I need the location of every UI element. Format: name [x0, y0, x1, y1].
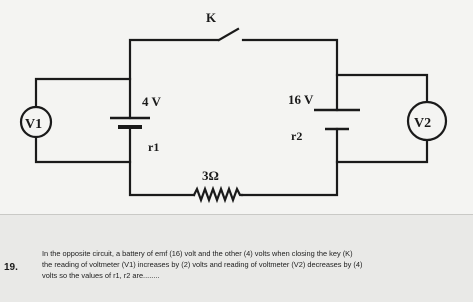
- question-line-2: the reading of voltmeter (V1) increases by (2) volts and reading of voltmeter (V2) decreases by (4): [42, 260, 363, 269]
- battery-right-resistance-label: r2: [291, 129, 303, 143]
- resistor-3ohm: [194, 189, 242, 200]
- question-number: 19.: [4, 262, 18, 273]
- battery-right-emf-label: 16 V: [288, 92, 314, 107]
- switch-k-lever: [219, 29, 238, 40]
- question-text: [42, 248, 472, 281]
- voltmeter-v1-label: V1: [25, 117, 43, 132]
- wire-left-lower: [130, 127, 194, 195]
- wire-right-lower: [242, 129, 337, 195]
- question-line-1: In the opposite circuit, a battery of emf (16) volt and the other (4) volts when closing the key (K): [42, 249, 353, 258]
- question-line-3: volts so the values of r1, r2 are........: [42, 271, 160, 280]
- switch-label: K: [206, 10, 217, 25]
- battery-left-resistance-label: r1: [148, 140, 160, 154]
- resistor-label: 3Ω: [202, 168, 219, 183]
- battery-left-emf-label: 4 V: [142, 94, 161, 109]
- voltmeter-v2-label: V2: [414, 116, 432, 131]
- question-block: [0, 214, 473, 302]
